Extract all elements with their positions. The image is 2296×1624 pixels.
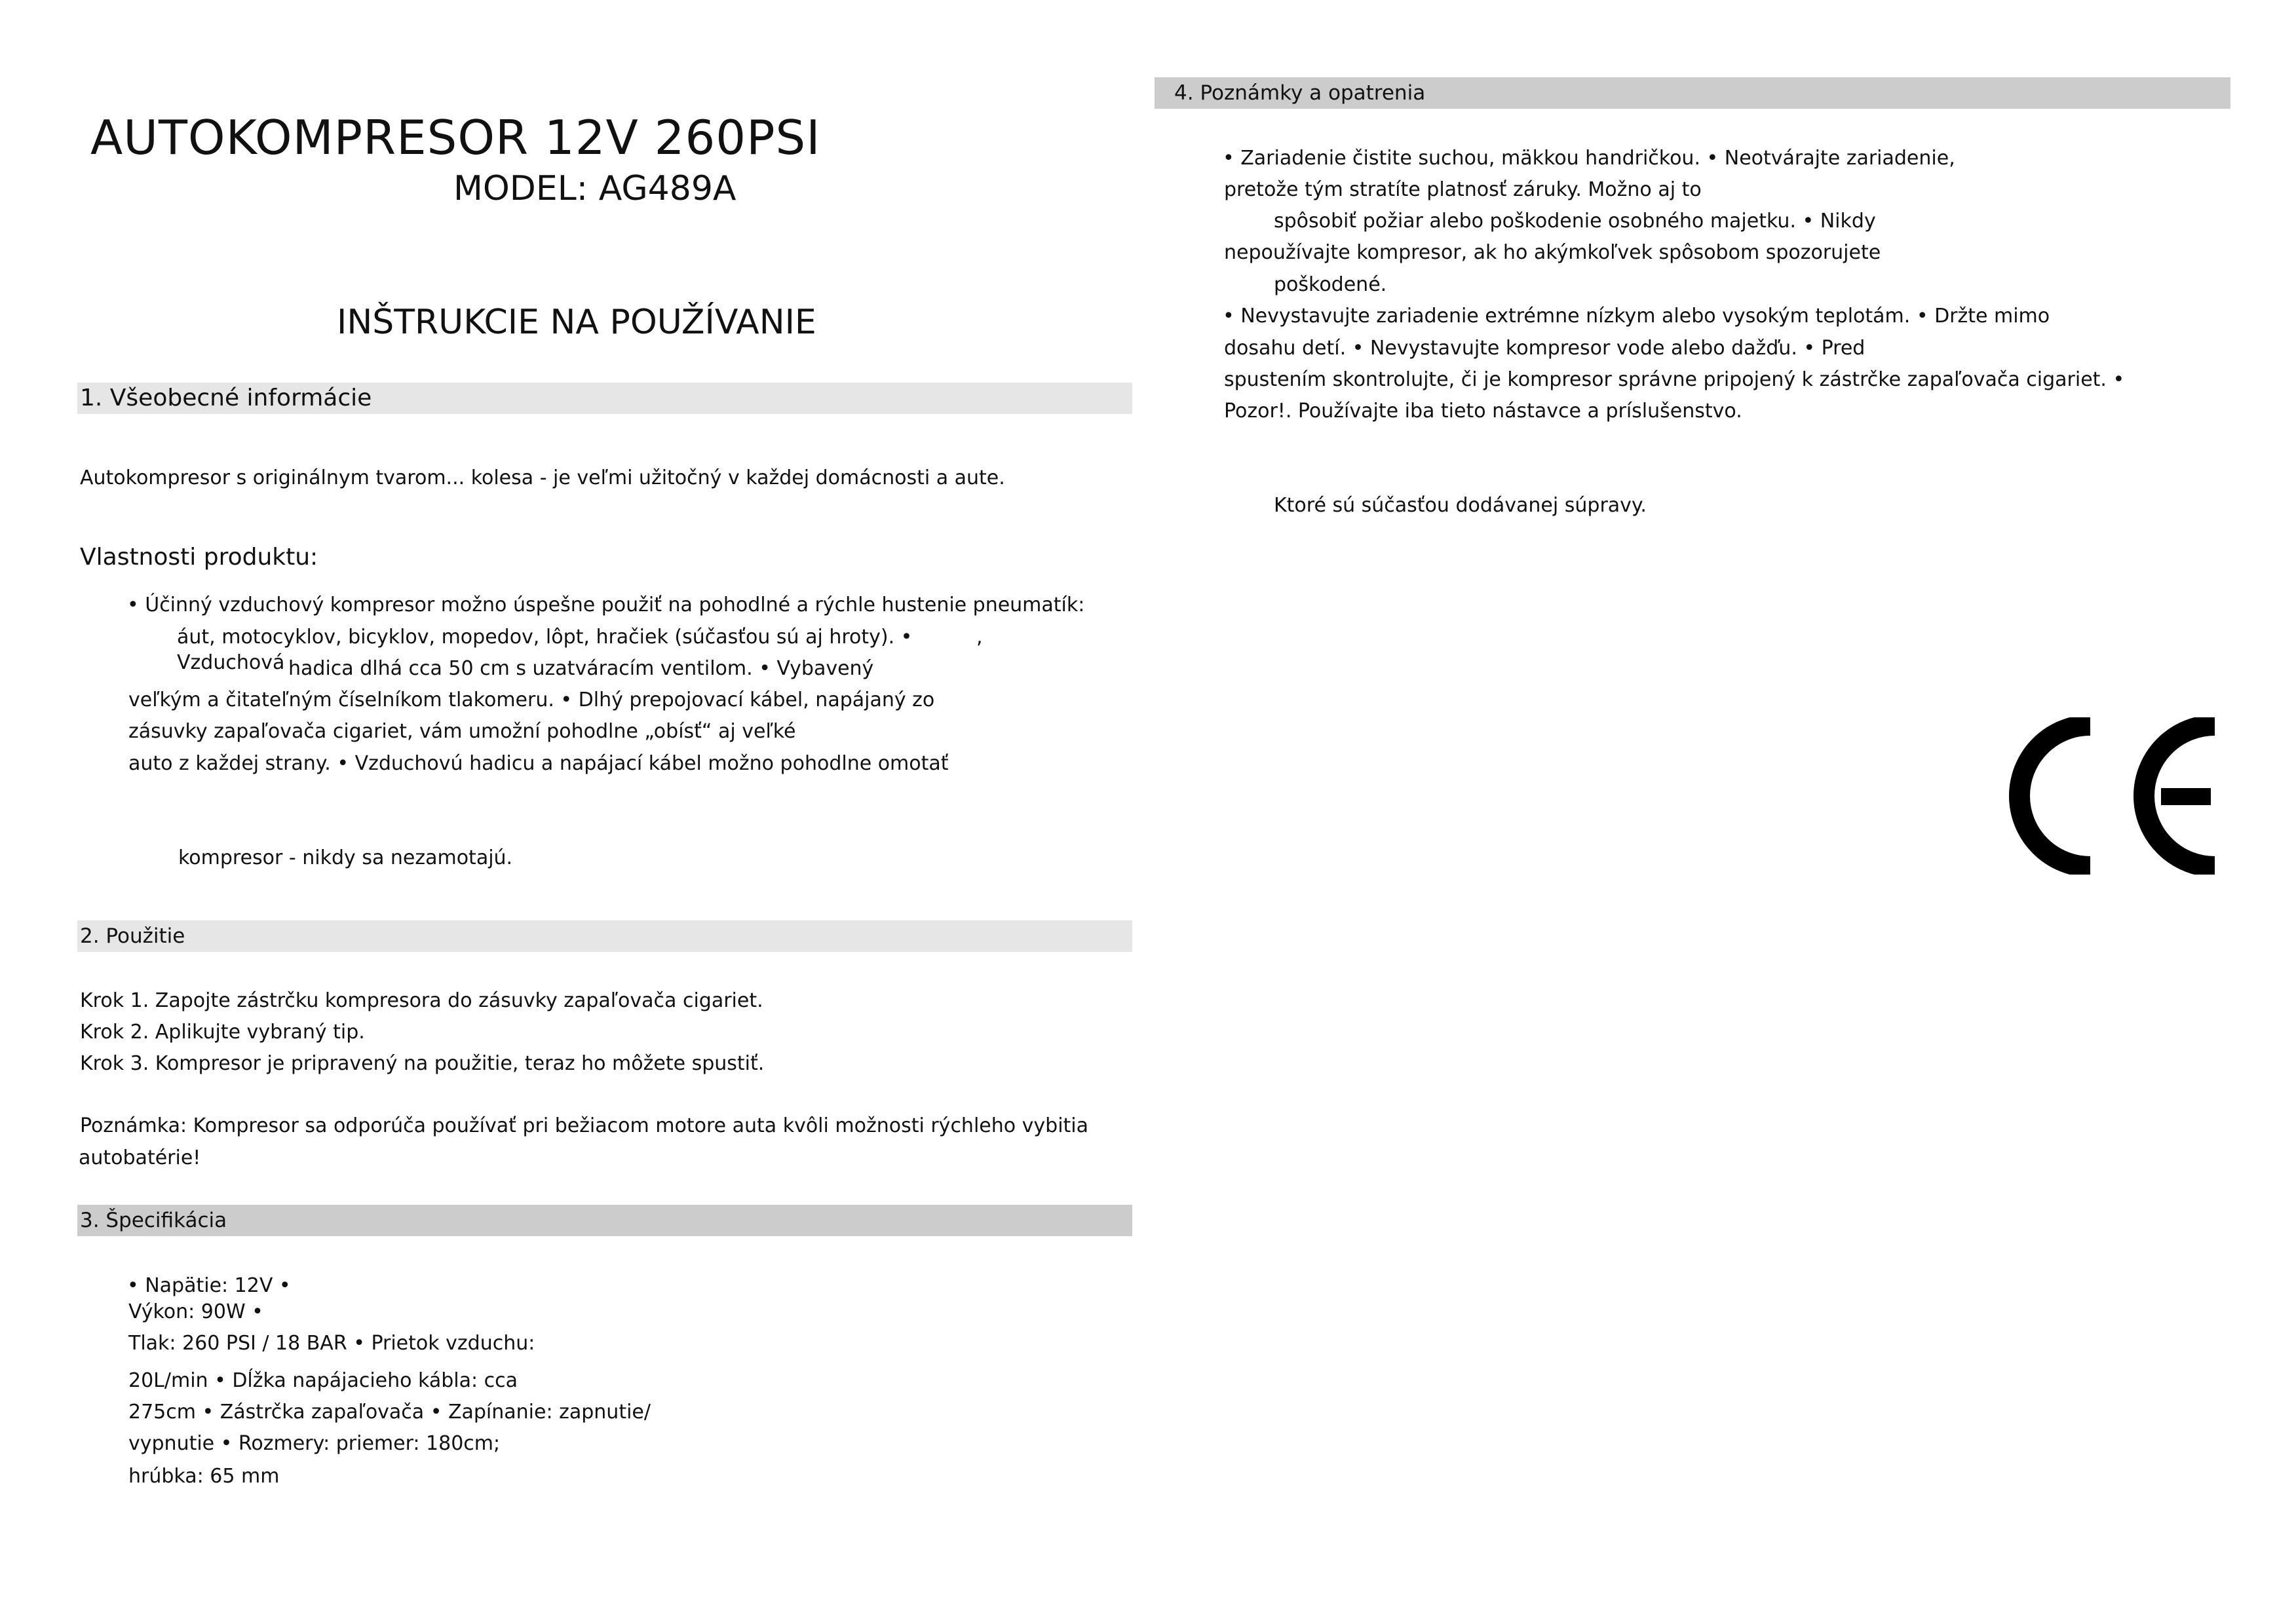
precaution-line: spustením skontrolujte, či je kompresor správne pripojený k zástrčke zapaľovača cigariet. • <box>1224 368 2125 391</box>
precaution-line: poškodené. <box>1274 273 1387 296</box>
product-title: AUTOKOMPRESOR 12V 260PSI <box>90 110 821 165</box>
feature-line: , <box>976 626 983 649</box>
spec-line: • Napätie: 12V • <box>127 1274 291 1297</box>
precaution-line: pretože tým stratíte platnosť záruky. Možno aj to <box>1224 178 1702 201</box>
section-2-heading: 2. Použitie <box>77 920 1132 952</box>
usage-step: Krok 3. Kompresor je pripravený na použitie, teraz ho môžete spustiť. <box>80 1052 765 1075</box>
spec-line: Výkon: 90W • <box>128 1300 263 1323</box>
instructions-heading: INŠTRUKCIE NA POUŽÍVANIE <box>337 303 816 342</box>
spec-line: vypnutie • Rozmery: priemer: 180cm; <box>128 1432 501 1455</box>
feature-line: zásuvky zapaľovača cigariet, vám umožní pohodlne „obísť“ aj veľké <box>128 720 796 743</box>
section-1-intro: Autokompresor s originálnym tvarom... kolesa - je veľmi užitočný v každej domácnosti a aute. <box>80 466 1005 489</box>
section-4-heading: 4. Poznámky a opatrenia <box>1155 77 2230 109</box>
precaution-line: nepoužívajte kompresor, ak ho akýmkoľvek spôsobom spozorujete <box>1224 241 1881 264</box>
feature-line: • Účinný vzduchový kompresor možno úspešne použiť na pohodlné a rýchle hustenie pneumatík: <box>127 594 1085 616</box>
ce-mark-logo <box>1999 717 2221 875</box>
model-number: MODEL: AG489A <box>453 169 737 208</box>
feature-line: auto z každej strany. • Vzduchovú hadicu a napájací kábel možno pohodlne omotať <box>128 752 949 775</box>
usage-step: Krok 1. Zapojte zástrčku kompresora do zásuvky zapaľovača cigariet. <box>80 989 763 1012</box>
precaution-line: • Zariadenie čistite suchou, mäkkou handričkou. • Neotvárajte zariadenie, <box>1223 147 1955 170</box>
feature-line: hadica dlhá cca 50 cm s uzatváracím ventilom. • Vybavený <box>288 657 874 680</box>
precaution-line: Pozor!. Používajte iba tieto nástavce a príslušenstvo. <box>1224 400 1742 423</box>
feature-line: veľkým a čitateľným číselníkom tlakomeru. • Dlhý prepojovací kábel, napájaný zo <box>128 689 935 711</box>
feature-line: áut, motocyklov, bicyklov, mopedov, lôpt, hračiek (súčasťou sú aj hroty). • <box>177 626 913 649</box>
features-title: Vlastnosti produktu: <box>80 544 318 571</box>
spec-line: hrúbka: 65 mm <box>128 1465 280 1488</box>
section-3-heading: 3. Špecifikácia <box>77 1205 1132 1236</box>
spec-line: 275cm • Zástrčka zapaľovača • Zapínanie: zapnutie/ <box>128 1401 651 1424</box>
precaution-line: • Nevystavujte zariadenie extrémne nízkym alebo vysokým teplotám. • Držte mimo <box>1223 305 2050 328</box>
section-1-heading: 1. Všeobecné informácie <box>77 383 1132 414</box>
spec-line: Tlak: 260 PSI / 18 BAR • Prietok vzduchu: <box>128 1332 535 1355</box>
feature-line: Vzduchová <box>177 651 285 674</box>
feature-line: kompresor - nikdy sa nezamotajú. <box>178 846 513 869</box>
precaution-line: dosahu detí. • Nevystavujte kompresor vode alebo dažďu. • Pred <box>1224 337 1866 360</box>
precaution-line: Ktoré sú súčasťou dodávanej súpravy. <box>1274 494 1647 517</box>
usage-note: Poznámka: Kompresor sa odporúča používať pri bežiacom motore auta kvôli možnosti rýchleho vybitia <box>80 1114 1089 1137</box>
precaution-line: spôsobiť požiar alebo poškodenie osobného majetku. • Nikdy <box>1274 210 1876 233</box>
spec-line: 20L/min • Dĺžka napájacieho kábla: cca <box>128 1369 518 1392</box>
usage-note: autobatérie! <box>79 1146 201 1169</box>
usage-step: Krok 2. Aplikujte vybraný tip. <box>80 1021 365 1044</box>
